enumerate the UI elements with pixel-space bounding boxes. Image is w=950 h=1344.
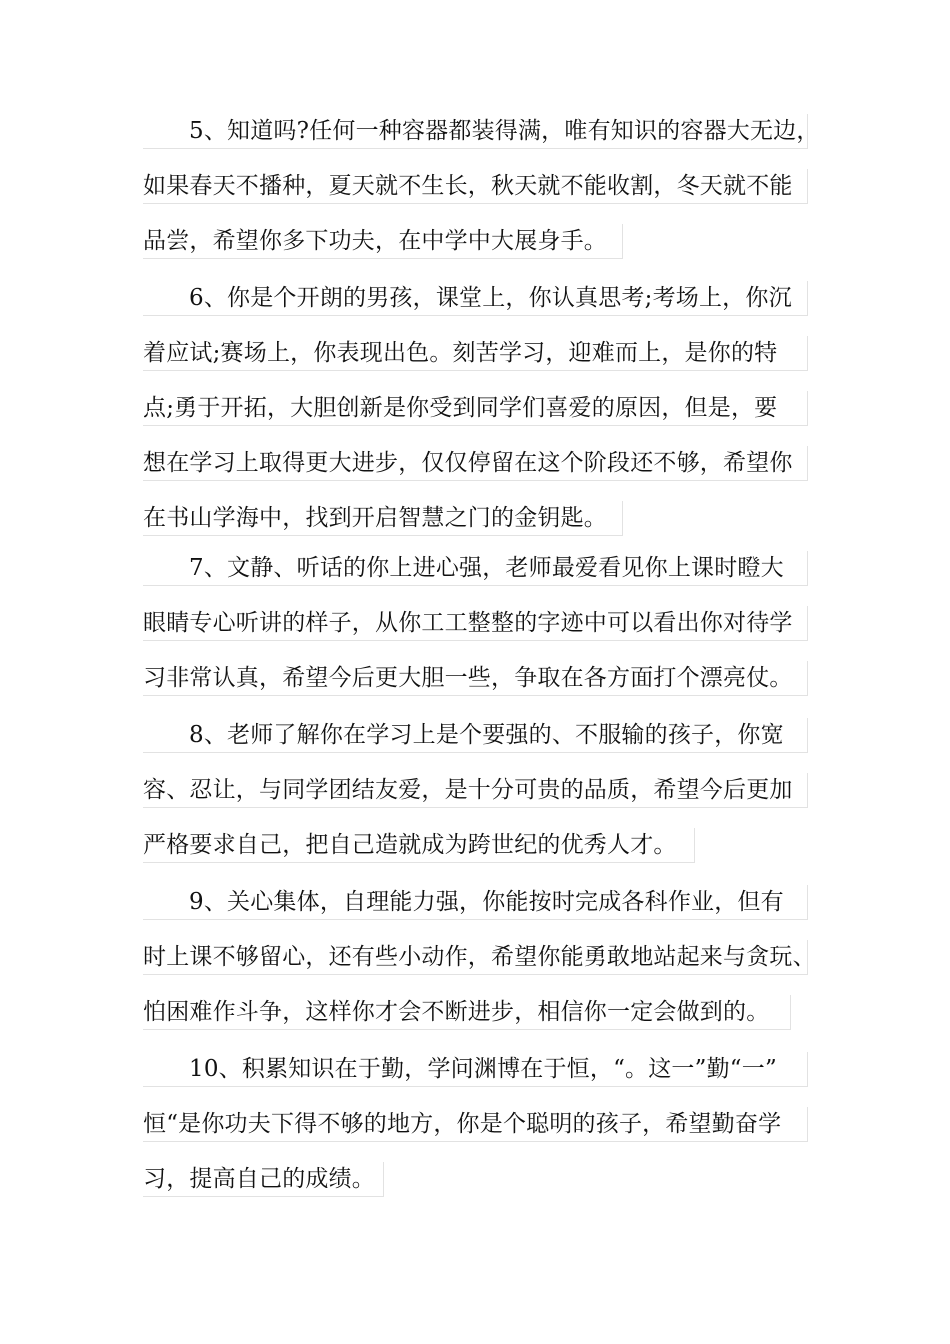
text-line: 7、文静、听话的你上进心强，老师最爱看见你上课时瞪大 <box>143 541 808 596</box>
text-line: 着应试;赛场上，你表现出色。刻苦学习，迎难而上，是你的特 <box>143 326 808 381</box>
text-line: 恒“是你功夫下得不够的地方，你是个聪明的孩子，希望勤奋学 <box>143 1097 808 1152</box>
comment-paragraph-10 <box>143 1042 808 1207</box>
text-line: 容、忍让，与同学团结友爱，是十分可贵的品质，希望今后更加 <box>143 763 808 818</box>
text-line: 想在学习上取得更大进步，仅仅停留在这个阶段还不够，希望你 <box>143 436 808 491</box>
text-line: 8、老师了解你在学习上是个要强的、不服输的孩子，你宽 <box>143 708 808 763</box>
comment-paragraph-7 <box>143 541 808 706</box>
comment-paragraph-8 <box>143 708 808 873</box>
text-line: 10、积累知识在于勤，学问渊博在于恒，“。这一”勤“一” <box>143 1042 808 1097</box>
text-line: 习非常认真，希望今后更大胆一些，争取在各方面打个漂亮仗。 <box>143 651 808 706</box>
comment-paragraph-9 <box>143 875 816 1040</box>
text-line: 眼睛专心听讲的样子，从你工工整整的字迹中可以看出你对待学 <box>143 596 808 651</box>
text-line: 6、你是个开朗的男孩，课堂上，你认真思考;考场上，你沉 <box>143 271 808 326</box>
text-line: 点;勇于开拓，大胆创新是你受到同学们喜爱的原因，但是，要 <box>143 381 808 436</box>
text-line: 品尝，希望你多下功夫，在中学中大展身手。 <box>143 214 623 269</box>
comment-paragraph-5 <box>143 104 820 269</box>
text-line: 时上课不够留心，还有些小动作，希望你能勇敢地站起来与贪玩、 <box>143 930 808 985</box>
text-line: 5、知道吗?任何一种容器都装得满，唯有知识的容器大无边， <box>143 104 808 159</box>
text-line: 9、关心集体，自理能力强，你能按时完成各科作业，但有 <box>143 875 808 930</box>
text-line: 怕困难作斗争，这样你才会不断进步，相信你一定会做到的。 <box>143 985 791 1040</box>
comment-paragraph-6 <box>143 271 808 546</box>
text-line: 习，提高自己的成绩。 <box>143 1152 384 1207</box>
text-line: 在书山学海中，找到开启智慧之门的金钥匙。 <box>143 491 623 546</box>
text-line: 严格要求自己，把自己造就成为跨世纪的优秀人才。 <box>143 818 695 873</box>
text-line: 如果春天不播种，夏天就不生长，秋天就不能收割，冬天就不能 <box>143 159 808 214</box>
